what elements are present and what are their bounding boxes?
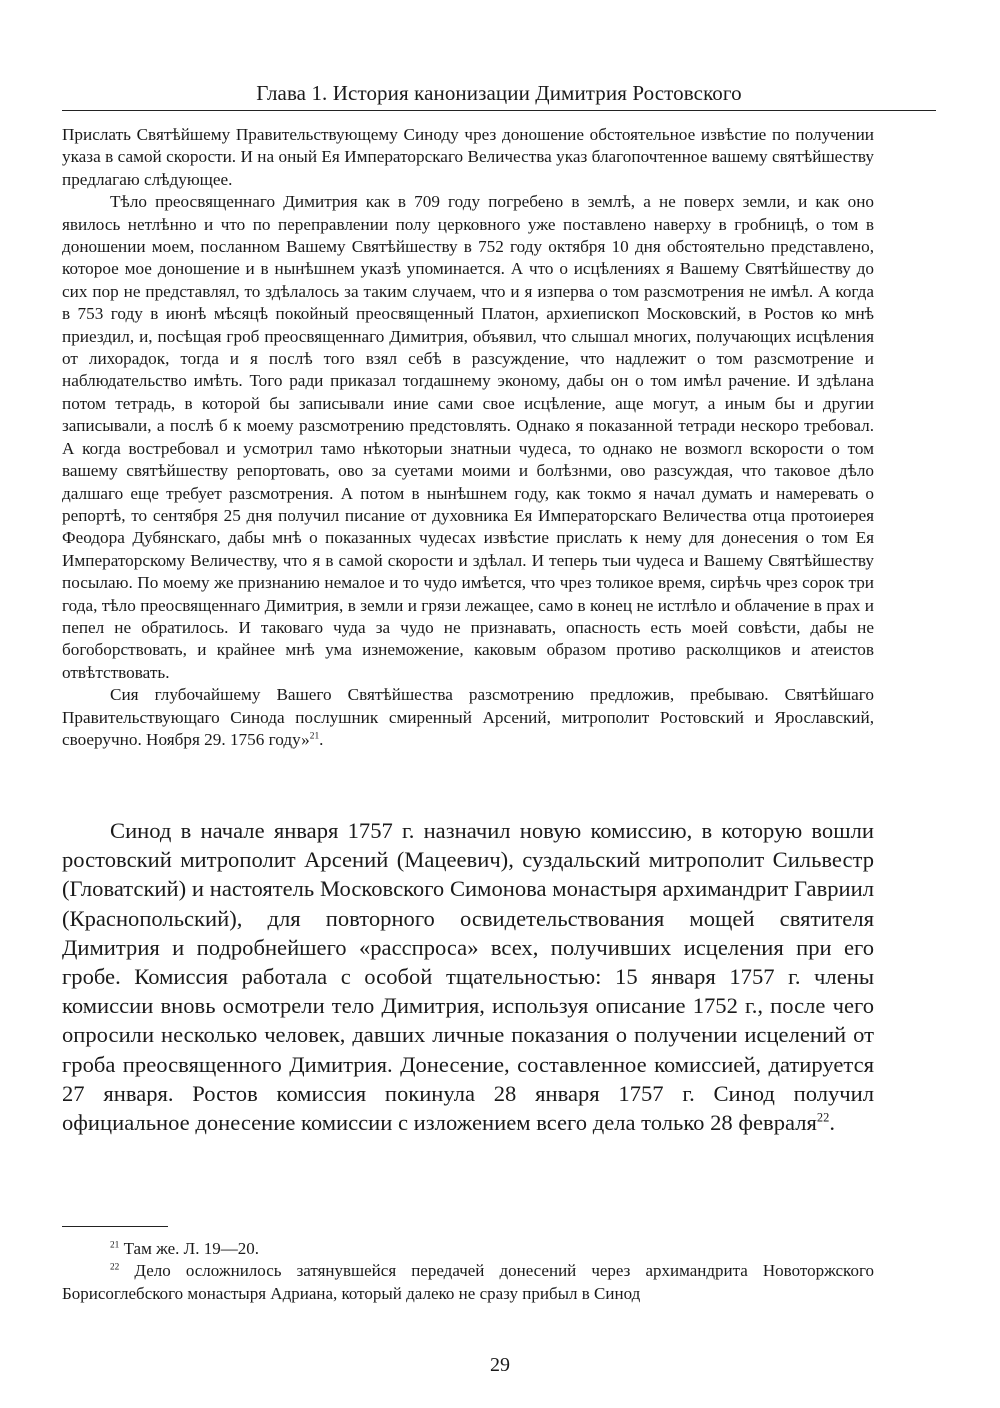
- footnote-ref-22[interactable]: 22: [816, 1110, 830, 1125]
- footnote-text: Дело осложнилось затянувшейся передачей донесений через архимандрита Новоторжского Борисоглебского монастыря Адриана, который далеко не сразу прибыл в Синод: [62, 1261, 874, 1303]
- main-paragraph-text: Синод в начале января 1757 г. назначил новую комиссию, в которую вошли ростовский митрополит Арсений (Мацеевич), суздальский митрополит Сильвестр (Гловатский) и настоятель Московского Симонова монастыря архимандрит Гавриил (Краснопольский), для повторного освидетельствования мощей святителя Димитрия и подробнейшего «расспроса» всех, получивших исцеления при его гробе. Комиссия работала с особой тщательностью: 15 января 1757 г. члены комиссии вновь осмотрели тело Димитрия, используя описание 1752 г., после чего опросили несколько человек, давших личные показания о получении исцелений от гроба преосвященного Димитрия. Донесение, составленное комиссией, датируется 27 января. Ростов комиссия покинула 28 января 1757 г. Синод получил официальное донесение комиссии с изложением всего дела только 28 февраля: [62, 818, 874, 1136]
- quote-paragraph-1: Прислать Святѣйшему Правительствующему Синоду чрез доношение обстоятельное извѣстие по получении указа в самой скорости. И на оный Ея Императорскаго Величества указ благопочтенное вашему святѣйшеству предлагаю слѣдующее.: [62, 125, 874, 189]
- quote-signature-text: Сия глубочайшему Вашего Святѣйшества разсмотрению предложив, пребываю. Святѣйшаго Правительствующаго Синода послушник смиренный Арсений, митрополит Ростовский и Ярославский, своеручно. Ноября 29. 1756 году»: [62, 685, 874, 749]
- footnote-21: [62, 1238, 874, 1260]
- quoted-letter: [62, 124, 874, 751]
- footnote-22: [62, 1260, 874, 1305]
- quote-paragraph-3: Сия глубочайшему Вашего Святѣйшества разсмотрению предложив, пребываю. Святѣйшаго Правительствующаго Синода послушник смиренный Арсений, митрополит Ростовский и Ярославский, своеручно. Ноября 29. 1756 году»$^{21}$.: [62, 685, 874, 749]
- footnotes: [62, 1238, 874, 1305]
- main-paragraph-end: .: [829, 1110, 835, 1136]
- footnote-rule: [62, 1226, 168, 1227]
- page-number: 29: [490, 1354, 510, 1376]
- quote-paragraph-2: Тѣло преосвященнаго Димитрия как в 709 году погребено в землѣ, а не поверх земли, и как оно явилось нетлѣнно и что по переправлении полу церковного уже поставлено наверху в гробницѣ, о том в доношении моем, посланном Вашему Святѣйшеству в 752 году октября 10 дня обстоятельно представлено, которое мое доношение и в нынѣшнем указѣ упоминается. А что о исцѣлениях я Вашему Святѣйшеству до сих пор не представлял, то здѣлалось за таким случаем, что и я изперва о том разсмотрения не имѣл. А когда в 753 году в июнѣ мѣсяцѣ покойный преосвященный Платон, архиепископ Московский, в Ростов ко мнѣ приездил, и, посѣщая гроб преосвященнаго Димитрия, объявил, что слышал многих, получающих исцѣления от лихорадок, тогда и я послѣ того взял себѣ в разсуждение, что надлежит о том разсмотрение и наблюдательство имѣть. Того ради приказал тогдашнему эконому, дабы он о том имѣл рачение. И здѣлана потом тетрадь, в которой бы записывали иние сами свое исцѣление, аще могут, а иным бы и другии записывали, а послѣ б к моему разсмотрению предстовлять. Однако я показанной тетради нескоро требовал. А когда востребовал и усмотрил тамо нѣкоторыи знатныи чудеса, то однако не возмогл вскорости о том вашему святѣйшеству репортовать, ово за суетами моими и болѣзнми, ово разсуждая, что таковое дѣло далшаго еще требует разсмотрения. А потом в нынѣшнем году, как токмо я начал думать и намеревать о репортѣ, то сентября 25 дня получил писание от духовника Ея Императорскаго Величества отца протоиерея Феодора Дубянскаго, дабы мнѣ о показанных чудесах извѣстие прислать к нему для донесения о том Ея Императорскому Величеству, что я в самой скорости и здѣлал. И теперь тыи чудеса и Вашему Святѣйшеству посылаю. По моему же признанию немалое и то чудо имѣется, что чрез толикое время, сирѣчь чрез сорок три года, тѣло преосвященнаго Димитрия, в земли и грязи лежащее, само в конец не истлѣло и облачение в прах и пепел не обратилось. И таковаго чуда за чудо не признавать, опасность есть моей совѣсти, дабы не богоборствовать, и крайнее мнѣ ума изнеможение, каковым образом противо расколщиков и атеистов отвѣтствовать.: [62, 192, 874, 682]
- footnote-number: 22: [110, 1262, 120, 1273]
- running-header: Глава 1. История канонизации Димитрия Ростовского: [256, 81, 742, 105]
- footnote-number: 21: [110, 1240, 120, 1251]
- header-rule: [62, 110, 936, 111]
- footnote-ref-21[interactable]: 21: [309, 731, 320, 742]
- main-text: [62, 816, 874, 1137]
- main-paragraph: [62, 816, 874, 1137]
- footnote-text: Там же. Л. 19—20.: [123, 1239, 259, 1258]
